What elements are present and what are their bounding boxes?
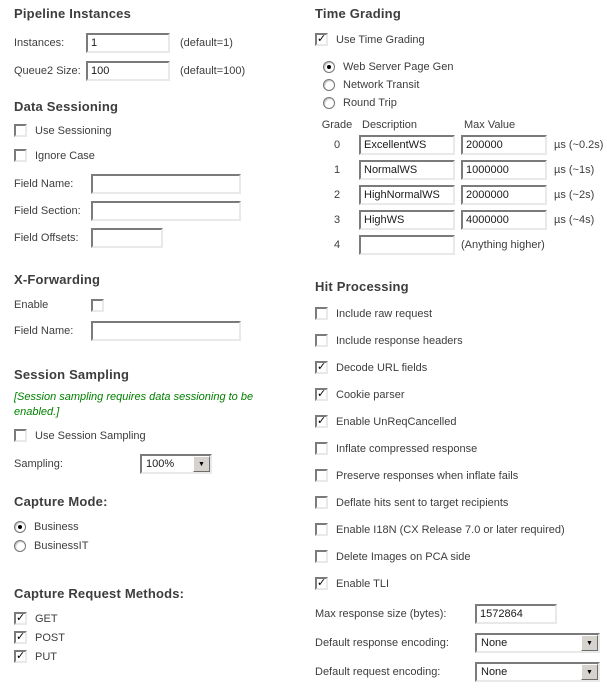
check-icon: ✓ bbox=[16, 612, 26, 625]
dropdown-arrow-icon: ▼ bbox=[193, 456, 210, 472]
web-server-page-gen-radio[interactable] bbox=[323, 61, 335, 73]
grade-number: 0 bbox=[333, 139, 341, 151]
xfwd-field-name-label: Field Name: bbox=[14, 325, 74, 337]
enable-i18n-checkbox[interactable] bbox=[315, 523, 328, 536]
check-icon: ✓ bbox=[16, 631, 26, 644]
field-section-input[interactable] bbox=[91, 201, 241, 221]
enable-tli-checkbox[interactable] bbox=[315, 577, 328, 590]
section-hit-processing bbox=[315, 279, 607, 682]
queue2-size-default-note: (default=100) bbox=[180, 65, 246, 77]
section-x-forwarding bbox=[14, 272, 304, 341]
default-response-encoding-value: None bbox=[481, 637, 508, 649]
section-data-sessioning bbox=[14, 99, 304, 248]
data-sessioning-title: Data Sessioning bbox=[14, 99, 119, 114]
grade3-unit-suffix: µs (~4s) bbox=[554, 214, 595, 226]
grade4-description-input[interactable] bbox=[359, 235, 455, 255]
field-section-label: Field Section: bbox=[14, 205, 81, 217]
default-response-encoding-select[interactable] bbox=[475, 633, 600, 653]
capture-mode-businessit-label: BusinessIT bbox=[34, 539, 89, 552]
sampling-label: Sampling: bbox=[14, 458, 63, 471]
pipeline-instances-title: Pipeline Instances bbox=[14, 6, 132, 21]
grade-number: 4 bbox=[333, 239, 341, 251]
max-value-column-header: Max Value bbox=[464, 119, 516, 131]
default-request-encoding-label: Default request encoding: bbox=[315, 666, 441, 678]
grade-number: 2 bbox=[333, 189, 341, 201]
x-forwarding-title: X-Forwarding bbox=[14, 272, 101, 287]
grade-row bbox=[315, 235, 607, 255]
section-pipeline-instances bbox=[14, 6, 304, 81]
use-session-sampling-checkbox[interactable] bbox=[14, 429, 27, 442]
delete-images-pca-label: Delete Images on PCA side bbox=[336, 550, 471, 563]
max-response-size-label: Max response size (bytes): bbox=[315, 608, 447, 620]
grade3-description-input[interactable] bbox=[359, 210, 455, 230]
queue2-size-label: Queue2 Size: bbox=[14, 65, 81, 77]
round-trip-radio[interactable] bbox=[323, 97, 335, 109]
grade-row bbox=[315, 185, 607, 205]
capture-mode-businessit-radio[interactable] bbox=[14, 540, 26, 552]
deflate-hits-label: Deflate hits sent to target recipients bbox=[336, 496, 509, 509]
field-offsets-input[interactable] bbox=[91, 228, 163, 248]
enable-i18n-label: Enable I18N (CX Release 7.0 or later required) bbox=[336, 523, 565, 536]
field-offsets-label: Field Offsets: bbox=[14, 232, 79, 244]
description-column-header: Description bbox=[362, 119, 418, 131]
max-response-size-input[interactable] bbox=[475, 604, 557, 624]
include-raw-request-label: Include raw request bbox=[336, 307, 432, 320]
grade0-max-value-input[interactable] bbox=[461, 135, 547, 155]
grade0-description-input[interactable] bbox=[359, 135, 455, 155]
instances-default-note: (default=1) bbox=[180, 37, 233, 49]
method-put-label: PUT bbox=[35, 650, 57, 663]
grade2-description-input[interactable] bbox=[359, 185, 455, 205]
grade1-description-input[interactable] bbox=[359, 160, 455, 180]
dropdown-arrow-icon: ▼ bbox=[581, 664, 598, 680]
grade-row bbox=[315, 135, 607, 155]
use-time-grading-checkbox[interactable] bbox=[315, 33, 328, 46]
include-response-headers-checkbox[interactable] bbox=[315, 334, 328, 347]
deflate-hits-checkbox[interactable] bbox=[315, 496, 328, 509]
field-name-input[interactable] bbox=[91, 174, 241, 194]
ignore-case-checkbox[interactable] bbox=[14, 149, 27, 162]
use-sessioning-label: Use Sessioning bbox=[35, 124, 112, 137]
grade0-unit-suffix: µs (~0.2s) bbox=[554, 139, 604, 151]
method-post-checkbox[interactable] bbox=[14, 631, 27, 644]
grade-number: 1 bbox=[333, 164, 341, 176]
enable-unreqcancelled-checkbox[interactable] bbox=[315, 415, 328, 428]
grade-row bbox=[315, 160, 607, 180]
instances-label: Instances: bbox=[14, 37, 65, 49]
left-column bbox=[14, 6, 304, 669]
xfwd-field-name-input[interactable] bbox=[91, 321, 241, 341]
check-icon: ✓ bbox=[317, 361, 327, 373]
section-capture-mode bbox=[14, 494, 304, 552]
grade-row bbox=[315, 210, 607, 230]
inflate-compressed-response-label: Inflate compressed response bbox=[336, 442, 478, 455]
grade-number: 3 bbox=[333, 214, 341, 226]
grade4-anything-higher-note: (Anything higher) bbox=[461, 239, 545, 251]
cookie-parser-label: Cookie parser bbox=[336, 388, 405, 401]
capture-mode-title: Capture Mode: bbox=[14, 494, 108, 510]
check-icon: ✓ bbox=[317, 388, 327, 400]
grade-column-header: Grade bbox=[321, 119, 353, 131]
field-name-label: Field Name: bbox=[14, 178, 74, 190]
grade1-max-value-input[interactable] bbox=[461, 160, 547, 180]
sampling-select-value: 100% bbox=[146, 458, 175, 471]
dropdown-arrow-icon: ▼ bbox=[581, 635, 598, 651]
network-transit-radio[interactable] bbox=[323, 79, 335, 91]
grade2-max-value-input[interactable] bbox=[461, 185, 547, 205]
method-put-checkbox[interactable] bbox=[14, 650, 27, 663]
grade1-unit-suffix: µs (~1s) bbox=[554, 164, 595, 176]
xfwd-enable-checkbox[interactable] bbox=[91, 299, 104, 312]
capture-mode-business-radio[interactable] bbox=[14, 521, 26, 533]
grade2-unit-suffix: µs (~2s) bbox=[554, 189, 595, 201]
section-time-grading bbox=[315, 6, 607, 255]
round-trip-label: Round Trip bbox=[343, 96, 397, 109]
hit-processing-title: Hit Processing bbox=[315, 279, 409, 294]
default-request-encoding-select[interactable] bbox=[475, 662, 600, 682]
preserve-responses-label: Preserve responses when inflate fails bbox=[336, 469, 519, 482]
method-get-label: GET bbox=[35, 612, 58, 625]
method-post-label: POST bbox=[35, 631, 65, 644]
default-response-encoding-label: Default response encoding: bbox=[315, 637, 449, 649]
time-grading-title: Time Grading bbox=[315, 6, 401, 21]
grade-table bbox=[315, 119, 607, 255]
use-sessioning-checkbox[interactable] bbox=[14, 124, 27, 137]
grade3-max-value-input[interactable] bbox=[461, 210, 547, 230]
default-request-encoding-value: None bbox=[481, 666, 508, 678]
instances-input[interactable] bbox=[86, 33, 170, 53]
sampling-select[interactable] bbox=[140, 454, 212, 474]
section-session-sampling bbox=[14, 367, 304, 474]
xfwd-enable-label: Enable bbox=[14, 299, 49, 311]
right-column bbox=[315, 6, 607, 691]
use-session-sampling-label: Use Session Sampling bbox=[35, 429, 146, 442]
inflate-compressed-response-checkbox[interactable] bbox=[315, 442, 328, 455]
delete-images-pca-checkbox[interactable] bbox=[315, 550, 328, 563]
check-icon: ✓ bbox=[317, 577, 327, 589]
use-time-grading-label: Use Time Grading bbox=[336, 33, 425, 46]
enable-unreqcancelled-label: Enable UnReqCancelled bbox=[336, 415, 457, 428]
check-icon: ✓ bbox=[317, 33, 327, 45]
ignore-case-label: Ignore Case bbox=[35, 149, 95, 162]
section-capture-request-methods bbox=[14, 586, 304, 663]
capture-request-methods-title: Capture Request Methods: bbox=[14, 586, 185, 602]
session-sampling-note: [Session sampling requires data sessioning to be enabled.] bbox=[14, 391, 254, 418]
web-server-page-gen-label: Web Server Page Gen bbox=[343, 60, 454, 73]
decode-url-fields-label: Decode URL fields bbox=[336, 361, 428, 374]
queue2-size-input[interactable] bbox=[86, 61, 170, 81]
enable-tli-label: Enable TLI bbox=[336, 577, 390, 590]
network-transit-label: Network Transit bbox=[343, 78, 420, 91]
include-response-headers-label: Include response headers bbox=[336, 334, 463, 347]
decode-url-fields-checkbox[interactable] bbox=[315, 361, 328, 374]
capture-mode-business-label: Business bbox=[34, 520, 79, 533]
method-get-checkbox[interactable] bbox=[14, 612, 27, 625]
check-icon: ✓ bbox=[16, 650, 26, 663]
check-icon: ✓ bbox=[317, 415, 327, 427]
session-sampling-title: Session Sampling bbox=[14, 367, 130, 382]
include-raw-request-checkbox[interactable] bbox=[315, 307, 328, 320]
preserve-responses-checkbox[interactable] bbox=[315, 469, 328, 482]
cookie-parser-checkbox[interactable] bbox=[315, 388, 328, 401]
